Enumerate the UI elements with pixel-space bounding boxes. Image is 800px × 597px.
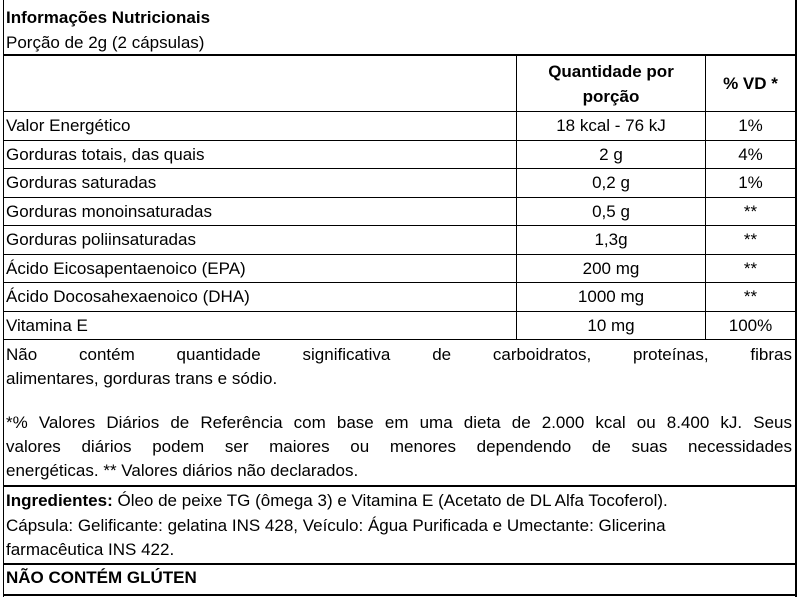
right-border xyxy=(795,0,797,597)
daily-value-footnote-line2: valores diários podem ser maiores ou menores dependendo de suas necessidades xyxy=(6,437,792,456)
daily-value-footnote-line1: *% Valores Diários de Referência com base em uma dieta de 2.000 kcal ou 8.400 kJ. Seus xyxy=(6,413,792,432)
row-rule-1 xyxy=(3,140,797,141)
left-border xyxy=(3,0,4,597)
quantity-column-header-line1: Quantidade por xyxy=(548,62,674,81)
nutrient-name: Vitamina E xyxy=(6,316,88,335)
ingredients-top-rule xyxy=(3,485,797,487)
portion-size: Porção de 2g (2 cápsulas) xyxy=(6,33,205,52)
table-top-rule xyxy=(3,54,797,56)
vd-column-header: % VD * xyxy=(723,74,778,93)
nutrient-quantity: 0,2 g xyxy=(592,173,630,192)
nutrient-quantity: 1000 mg xyxy=(577,287,645,306)
ingredients-line3: farmacêutica INS 422. xyxy=(6,540,175,559)
nutrient-quantity: 200 mg xyxy=(582,259,640,278)
nutrient-name: Gorduras saturadas xyxy=(6,173,157,192)
gluten-top-rule xyxy=(3,563,797,565)
daily-value-footnote-line3: energéticas. ** Valores diários não declarados. xyxy=(6,461,359,480)
nutrient-vd: 1% xyxy=(738,116,763,135)
nutrient-vd: ** xyxy=(743,287,758,306)
nutrient-vd: 4% xyxy=(738,145,763,164)
nutrient-vd: ** xyxy=(743,230,758,249)
nutrient-name: Gorduras monoinsaturadas xyxy=(6,202,213,221)
nutrient-name: Gorduras totais, das quais xyxy=(6,145,205,164)
nutrient-name: Ácido Eicosapentaenoico (EPA) xyxy=(6,259,246,278)
header-bottom-rule xyxy=(3,111,797,112)
insignificant-note-line2: alimentares, gorduras trans e sódio. xyxy=(6,369,278,388)
ingredients-line1 xyxy=(6,491,668,510)
nutrient-quantity: 2 g xyxy=(599,145,623,164)
row-rule-5 xyxy=(3,254,797,255)
nutrient-name: Gorduras poliinsaturadas xyxy=(6,230,196,249)
ingredients-line2: Cápsula: Gelificante: gelatina INS 428, Veículo: Água Purificada e Umectante: Glicerina xyxy=(6,516,666,535)
nutrient-vd: 100% xyxy=(728,316,773,335)
row-rule-2 xyxy=(3,168,797,169)
row-rule-4 xyxy=(3,225,797,226)
ingredients-label: Ingredientes: xyxy=(6,491,113,510)
ingredients-text: Óleo de peixe TG (ômega 3) e Vitamina E (Acetato de DL Alfa Tocoferol). xyxy=(112,491,668,510)
insignificant-note-line1: Não contém quantidade significativa de carboidratos, proteínas, fibras xyxy=(6,345,792,364)
nutrient-quantity: 18 kcal - 76 kJ xyxy=(556,116,666,135)
nutrient-quantity: 0,5 g xyxy=(592,202,630,221)
label-title: Informações Nutricionais xyxy=(6,8,211,27)
row-rule-6 xyxy=(3,282,797,283)
bottom-border xyxy=(3,594,797,596)
nutrient-vd: ** xyxy=(743,259,758,278)
nutrient-vd: 1% xyxy=(738,173,763,192)
gluten-free-warning: NÃO CONTÉM GLÚTEN xyxy=(6,568,197,587)
nutrient-quantity: 10 mg xyxy=(587,316,635,335)
nutrient-vd: ** xyxy=(743,202,758,221)
table-bottom-rule xyxy=(3,339,797,340)
nutrient-name: Ácido Docosahexaenoico (DHA) xyxy=(6,287,250,306)
nutrient-quantity: 1,3g xyxy=(594,230,628,249)
row-rule-7 xyxy=(3,311,797,312)
row-rule-3 xyxy=(3,197,797,198)
quantity-column-header-line2: porção xyxy=(582,87,640,106)
nutrient-name: Valor Energético xyxy=(6,116,131,135)
